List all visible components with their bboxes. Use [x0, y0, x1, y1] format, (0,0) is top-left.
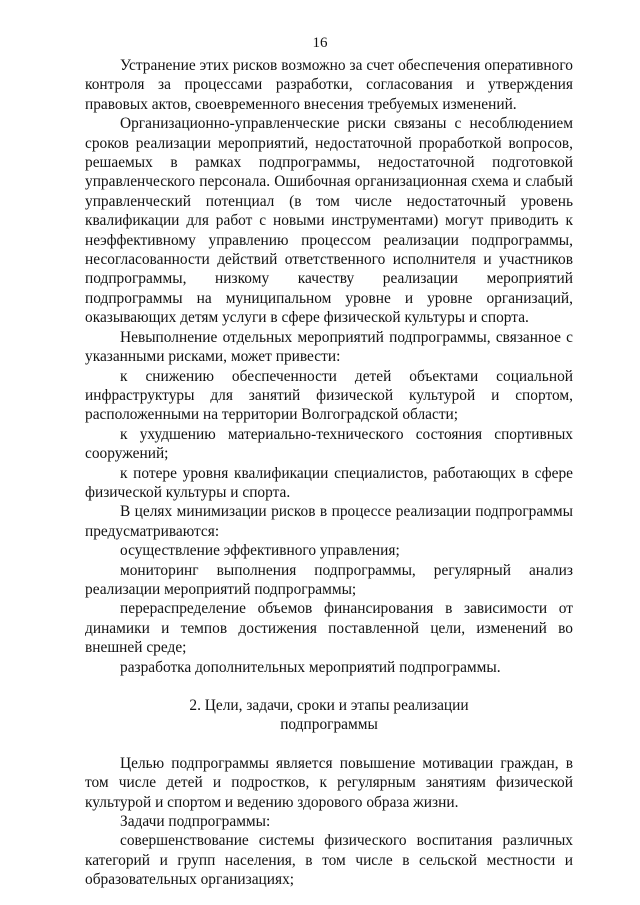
list-item-management: осуществление эффективного управления;	[120, 542, 400, 560]
paragraph-organizational-risks: Организационно-управленческие риски связаны с несоблюдением сроков реализации мероприятий, недостаточной проработкой вопросов, решаемых в рамках подпрограммы, недостаточной подготовкой управленческого персонала. Ошибочная организационная схема и слабый управленческий потенциал (в том числе недостаточный уровень квалификации для работ с новыми инструментами) могут приводить к неэффективному управлению процессом реализации подпрограммы, несогласованности действий ответственного исполнителя и участников подпрограммы, низкому качеству реализации мероприятий подпрограммы на муниципальном уровне и уровне организаций, оказывающих детям услуги в сфере физической культуры и спорта.	[85, 115, 573, 327]
section-heading-line-1: 2. Цели, задачи, сроки и этапы реализации	[189, 697, 469, 714]
list-item-facilities: к ухудшению материально-технического состояния спортивных сооружений;	[85, 425, 573, 463]
paragraph-goal: Целью подпрограммы является повышение мотивации граждан, в том числе детей и подростков, к регулярным занятиям физической культурой и спортом и ведению здорового образа жизни.	[85, 754, 573, 811]
paragraph-minimization-intro: В целях минимизации рисков в процессе реализации подпрограммы предусматриваются:	[85, 503, 573, 540]
paragraph-consequences-intro: Невыполнение отдельных мероприятий подпрограммы, связанное с указанными рисками, может привести:	[85, 328, 573, 366]
list-item-monitoring: мониторинг выполнения подпрограммы, регулярный анализ реализации мероприятий подпрограммы;	[85, 561, 573, 598]
section-heading	[85, 696, 573, 735]
section-heading-line-2: подпрограммы	[280, 716, 378, 734]
page-number: 16	[312, 35, 328, 51]
list-item-redistribution: перераспределение объемов финансирования в зависимости от динамики и темпов достижения поставленной цели, изменений во внешней среде;	[85, 600, 573, 657]
list-item-physical-education: совершенствование системы физического воспитания различных категорий и групп населения, в том числе в сельской местности и образовательных организациях;	[85, 832, 573, 889]
list-item-infrastructure: к снижению обеспеченности детей объектами социальной инфраструктуры для занятий физической культурой и спортом, расположенными на территории Волгоградской области;	[85, 367, 573, 424]
list-item-additional-measures: разработка дополнительных мероприятий подпрограммы.	[120, 658, 501, 676]
paragraph-tasks-intro: Задачи подпрограммы:	[120, 813, 271, 831]
paragraph-risk-mitigation: Устранение этих рисков возможно за счет обеспечения оперативного контроля за процессами разработки, согласования и утверждения правовых актов, своевременного внесения требуемых изменений.	[85, 57, 573, 113]
list-item-qualification: к потере уровня квалификации специалистов, работающих в сфере физической культуры и спорта.	[85, 464, 573, 501]
document-body	[85, 56, 573, 890]
